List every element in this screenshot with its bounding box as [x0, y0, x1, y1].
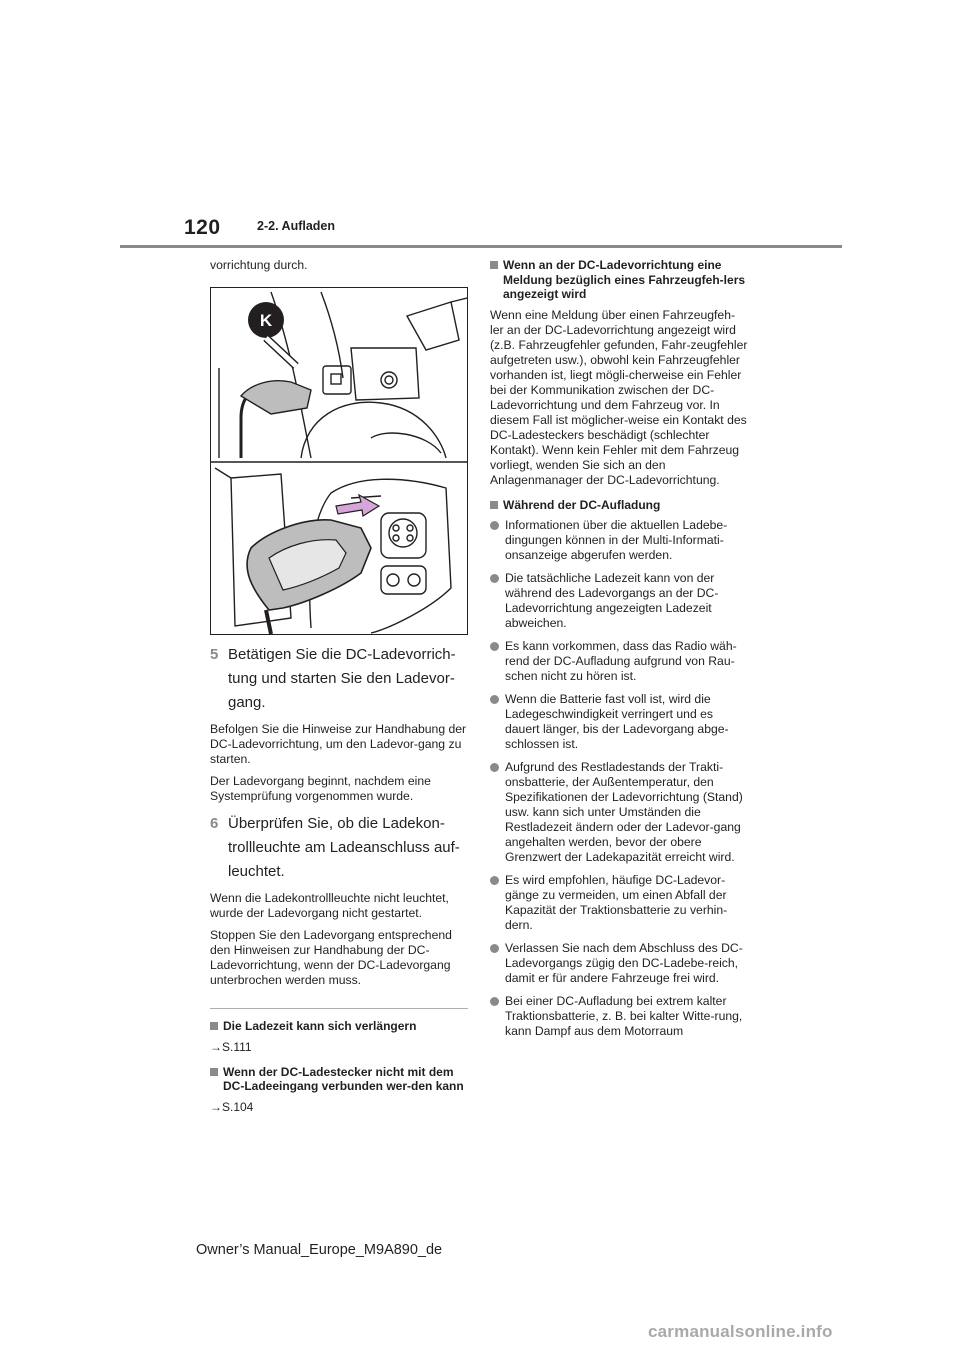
subheading-plug-not-connected-text: Wenn der DC-Ladestecker nicht mit dem DC-Ladeeingang verbunden wer-den kann: [223, 1064, 464, 1093]
paragraph-vehicle-error: Wenn eine Meldung über einen Fahrzeugfeh-ler an der DC-Ladevorrichtung angezeigt wird (z.B. Fahrzeugfehler gefunden, Fahr-zeugfehler aufgetreten usw.), obwohl kein Fahrzeugfehler vorhanden ist, liegt mögli-cherweise ein Fehler bei der Kommunikation zwischen der DC-Ladevorrichtung und dem Fahrzeug vor. In diesem Fall ist möglicher-weise ein Kontakt des DC-Ladesteckers beschädigt (schlechter Kontakt). Wenn kein Fehler mit dem Fahrzeug vorliegt, wenden Sie sich an den Anlagenmanager der DC-Ladevorrichtung.: [490, 307, 748, 487]
step-5-number: 5: [210, 646, 219, 663]
round-bullet-icon: [490, 876, 499, 885]
watermark[interactable]: carmanualsonline.info: [648, 1322, 833, 1341]
right-column: [490, 258, 748, 1047]
left-column: [210, 258, 468, 1124]
subheading-plug-not-connected: [210, 1065, 468, 1094]
round-bullet-icon: [490, 521, 499, 530]
list-item: [490, 760, 748, 865]
list-item-text: Informationen über die aktuellen Ladebe-dingungen können in der Multi-Informati-onsanzeige abgerufen werden.: [505, 518, 728, 562]
charging-illustration: [210, 287, 468, 635]
subheading-during-dc-charging: [490, 498, 748, 513]
list-item-text: Wenn die Batterie fast voll ist, wird die Ladegeschwindigkeit verringert und es dauert länger, bis der Ladevorgang abge-schlossen ist.: [505, 692, 729, 751]
subheading-charge-time-text: Die Ladezeit kann sich verlängern: [223, 1019, 417, 1033]
paragraph-lamp-off: Wenn die Ladekontrollleuchte nicht leuchtet, wurde der Ladevorgang nicht gestartet.: [210, 891, 449, 920]
subheading-vehicle-error: [490, 258, 748, 302]
paragraph-stop-charging: Stoppen Sie den Ladevorgang entsprechend den Hinweisen zur Handhabung der DC-Ladevorrichtung, wenn der DC-Ladevorgang unterbrochen werden muss.: [210, 928, 452, 987]
step-5-text: Betätigen Sie die DC-Ladevorrich-tung und starten Sie den Ladevor-gang.: [228, 646, 456, 711]
subheading-vehicle-error-text: Wenn an der DC-Ladevorrichtung eine Meldung bezüglich eines Fahrzeugfeh-lers angezeigt wird: [503, 258, 746, 301]
footer-manual-id: Owner’s Manual_Europe_M9A890_de: [196, 1242, 443, 1258]
subheading-during-dc-charging-text: Während der DC-Aufladung: [503, 497, 661, 512]
charging-illustration-svg: [211, 288, 468, 635]
list-item: [490, 692, 748, 752]
square-bullet-icon: [490, 501, 498, 509]
round-bullet-icon: [490, 763, 499, 772]
round-bullet-icon: [490, 574, 499, 583]
square-bullet-icon: [210, 1068, 218, 1076]
header-rule: [120, 245, 842, 248]
step-6-text: Überprüfen Sie, ob die Ladekon-trollleuchte am Ladeanschluss auf-leuchtet.: [228, 815, 460, 880]
page-reference-111[interactable]: →S.111: [210, 1039, 252, 1054]
step-6: [210, 812, 468, 884]
page-reference-104[interactable]: →S.104: [210, 1099, 254, 1114]
list-item-text: Aufgrund des Restladestands der Trakti-onsbatterie, der Außentemperatur, den Spezifikationen der Ladevorrichtung (Stand) usw. kann sich unter Umständen die Restladezeit ändern oder der Ladevor-gang angehalten werden, bevor der obere Grenzwert der Ladekapazität erreicht wird.: [505, 760, 743, 864]
step-6-number: 6: [210, 815, 219, 832]
section-divider: [210, 1008, 468, 1009]
list-item-text: Es wird empfohlen, häufige DC-Ladevor-gänge zu vermeiden, um einen Abfall der Kapazität der Traktionsbatterie zu verhin-dern.: [505, 873, 728, 932]
list-item-text: Die tatsächliche Ladezeit kann von der während des Ladevorgangs an der DC-Ladevorrichtung angezeigten Ladezeit abweichen.: [505, 571, 719, 630]
list-item: [490, 518, 748, 563]
round-bullet-icon: [490, 944, 499, 953]
list-item-text: Verlassen Sie nach dem Abschluss des DC-Ladevorgangs zügig den DC-Ladebe-reich, damit er für andere Fahrzeuge frei wird.: [505, 941, 743, 985]
list-item-text: Bei einer DC-Aufladung bei extrem kalter Traktionsbatterie, z. B. bei kalter Witte-rung, kann Dampf aus dem Motorraum: [505, 994, 743, 1038]
page-number: 120: [184, 216, 221, 239]
round-bullet-icon: [490, 695, 499, 704]
round-bullet-icon: [490, 642, 499, 651]
list-item-text: Es kann vorkommen, dass das Radio wäh-rend der DC-Aufladung aufgrund von Rau-schen nicht zu hören ist.: [505, 639, 737, 683]
list-item: [490, 873, 748, 933]
list-item: [490, 571, 748, 631]
step-5: [210, 643, 468, 715]
intro-text: vorrichtung durch.: [210, 258, 308, 272]
section-title: 2-2. Aufladen: [257, 219, 336, 233]
list-item: [490, 994, 748, 1039]
paragraph-system-check: Der Ladevorgang beginnt, nachdem eine Systemprüfung vorgenommen wurde.: [210, 774, 431, 803]
paragraph-handling-hint: Befolgen Sie die Hinweise zur Handhabung der DC-Ladevorrichtung, um den Ladevor-gang zu starten.: [210, 722, 467, 766]
round-bullet-icon: [490, 997, 499, 1006]
figure-label-k: K: [259, 311, 273, 330]
list-item: [490, 941, 748, 986]
subheading-charge-time: [210, 1019, 468, 1034]
square-bullet-icon: [490, 261, 498, 269]
square-bullet-icon: [210, 1022, 218, 1030]
list-item: [490, 639, 748, 684]
